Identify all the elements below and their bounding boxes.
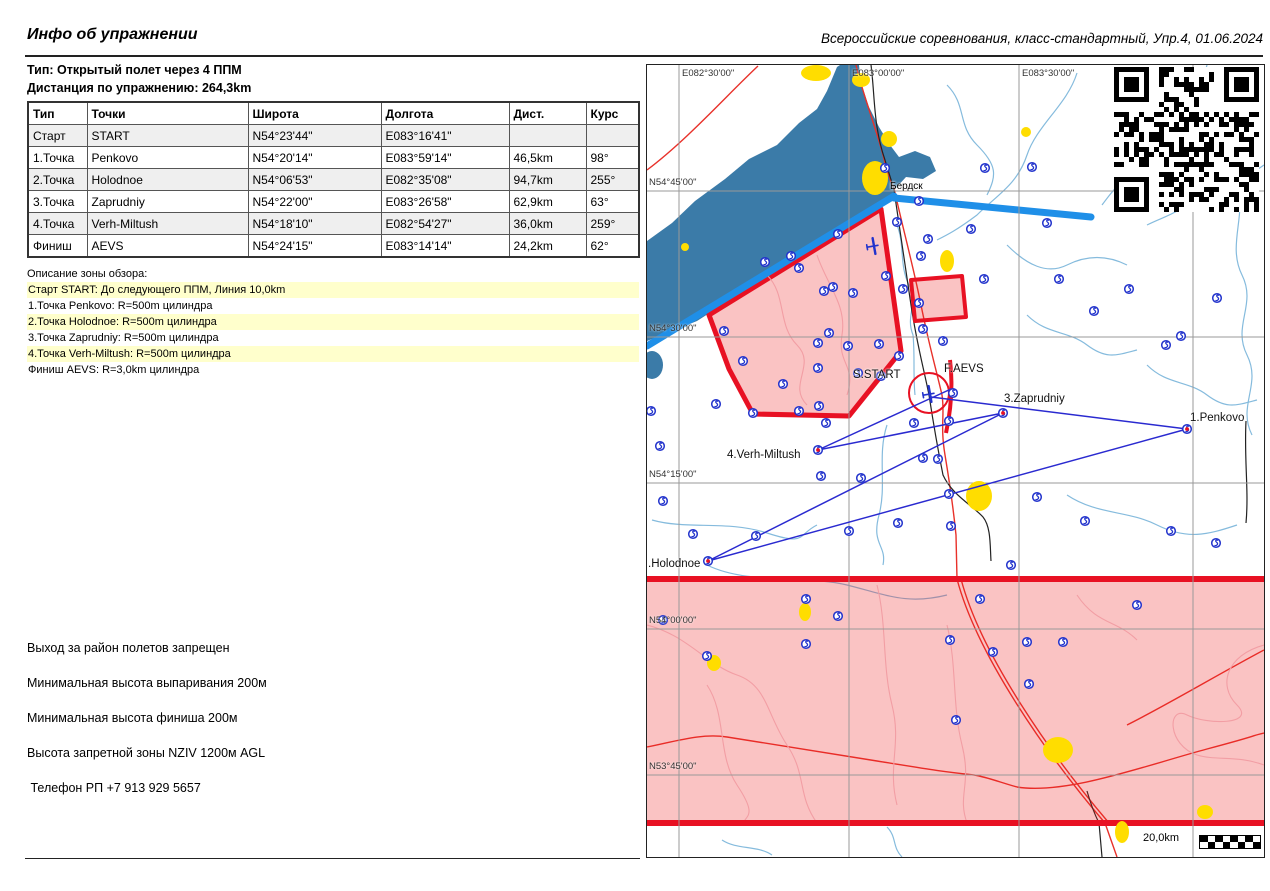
table-cell: E083°59'14" bbox=[381, 147, 509, 169]
grid-label-lon: E082°30'00" bbox=[682, 68, 735, 79]
waypoint-marker bbox=[834, 612, 843, 621]
table-cell: Zaprudniy bbox=[87, 191, 248, 213]
note-line: Минимальная высота выпаривания 200м bbox=[27, 676, 267, 690]
waypoint-marker bbox=[976, 595, 985, 604]
waypoint-marker bbox=[945, 417, 954, 426]
waypoint-marker bbox=[822, 419, 831, 428]
waypoint-marker bbox=[1025, 680, 1034, 689]
waypoint-marker bbox=[857, 474, 866, 483]
waypoint-marker bbox=[1081, 517, 1090, 526]
waypoint-marker bbox=[1177, 332, 1186, 341]
header-divider bbox=[25, 55, 1263, 57]
waypoint-marker bbox=[656, 442, 665, 451]
city-label: Бердск bbox=[890, 181, 923, 192]
waypoint-marker bbox=[749, 409, 758, 418]
observation-zones-title: Описание зоны обзора: bbox=[27, 268, 148, 280]
table-cell: 46,5km bbox=[509, 147, 586, 169]
waypoint-marker bbox=[761, 258, 770, 267]
waypoint-marker bbox=[829, 283, 838, 292]
town-area bbox=[881, 131, 897, 147]
footer-divider bbox=[25, 858, 640, 859]
table-cell: E082°35'08" bbox=[381, 169, 509, 191]
town-area bbox=[799, 603, 811, 621]
table-cell: Penkovo bbox=[87, 147, 248, 169]
table-cell: 3.Точка bbox=[28, 191, 87, 213]
observation-zones-block bbox=[27, 266, 639, 378]
scale-bar bbox=[1199, 835, 1261, 849]
table-cell: E083°14'14" bbox=[381, 235, 509, 258]
table-row bbox=[28, 191, 639, 213]
waypoint-marker bbox=[787, 252, 796, 261]
table-header: Дист. bbox=[509, 102, 586, 125]
waypoint-marker bbox=[817, 472, 826, 481]
table-cell: 62,9km bbox=[509, 191, 586, 213]
table-cell: AEVS bbox=[87, 235, 248, 258]
waypoint-marker bbox=[919, 325, 928, 334]
table-cell: E083°26'58" bbox=[381, 191, 509, 213]
waypoint-marker bbox=[980, 275, 989, 284]
table-cell: 63° bbox=[586, 191, 639, 213]
waypoint-marker bbox=[834, 230, 843, 239]
task-waypoint-marker bbox=[999, 409, 1008, 418]
grid-label-lon: E083°00'00" bbox=[852, 68, 905, 79]
table-cell: 1.Точка bbox=[28, 147, 87, 169]
header-subtitle: Всероссийские соревнования, класс-стандартный, Упр.4, 01.06.2024 bbox=[821, 31, 1263, 46]
table-header: Тип bbox=[28, 102, 87, 125]
town-area bbox=[1021, 127, 1031, 137]
waypoint-marker bbox=[659, 497, 668, 506]
table-cell: 36,0km bbox=[509, 213, 586, 235]
waypoint-marker bbox=[815, 402, 824, 411]
waypoint-marker bbox=[895, 352, 904, 361]
waypoint-marker bbox=[910, 419, 919, 428]
grid-label-lat: N53°45'00" bbox=[649, 761, 697, 772]
note-line: Высота запретной зоны NZIV 1200м AGL bbox=[27, 746, 266, 760]
waypoint-marker bbox=[1133, 601, 1142, 610]
waypoint-marker bbox=[989, 648, 998, 657]
waypoint-marker bbox=[1125, 285, 1134, 294]
waypoint-marker bbox=[795, 407, 804, 416]
table-row bbox=[28, 125, 639, 147]
table-cell: E082°54'27" bbox=[381, 213, 509, 235]
table-cell bbox=[586, 125, 639, 147]
observation-zone-line: 1.Точка Penkovo: R=500m цилиндра bbox=[28, 300, 213, 312]
waypoint-marker bbox=[752, 532, 761, 541]
waypoint-marker bbox=[802, 640, 811, 649]
waypoint-marker bbox=[1007, 561, 1016, 570]
observation-zone-line: 2.Точка Holodnoe: R=500m цилиндра bbox=[27, 314, 639, 330]
waypoint-marker bbox=[825, 329, 834, 338]
town-area bbox=[681, 243, 689, 251]
scale-label: 20,0km bbox=[1143, 832, 1180, 844]
town-area bbox=[1197, 805, 1213, 819]
table-cell: 255° bbox=[586, 169, 639, 191]
table-header: Точки bbox=[87, 102, 248, 125]
task-type-label: Тип: Открытый полет через 4 ППМ bbox=[27, 63, 242, 77]
waypoint-marker bbox=[720, 327, 729, 336]
notes-block bbox=[27, 641, 267, 816]
restricted-zones bbox=[647, 209, 1264, 823]
waypoint-marker bbox=[947, 522, 956, 531]
task-waypoint-marker bbox=[1183, 425, 1192, 434]
waypoint-marker bbox=[934, 455, 943, 464]
waypoint-marker bbox=[945, 490, 954, 499]
grid-label-lon: E083°30'00" bbox=[1022, 68, 1075, 79]
waypoint-marker bbox=[967, 225, 976, 234]
task-waypoint-marker bbox=[704, 557, 713, 566]
waypoint-label: S.START bbox=[853, 369, 901, 381]
town-area bbox=[1043, 737, 1073, 763]
waypoint-marker bbox=[795, 264, 804, 273]
note-line: Телефон РП +7 913 929 5657 bbox=[27, 781, 201, 795]
waypoint-marker bbox=[881, 164, 890, 173]
table-header: Широта bbox=[248, 102, 381, 125]
note-line: Выход за район полетов запрещен bbox=[27, 641, 230, 655]
waypoint-marker bbox=[952, 716, 961, 725]
task-map[interactable] bbox=[646, 64, 1265, 858]
town-area bbox=[1115, 821, 1129, 843]
grid-label-lat: N54°45'00" bbox=[649, 177, 697, 188]
table-cell: Verh-Miltush bbox=[87, 213, 248, 235]
observation-zone-line: 3.Точка Zaprudniy: R=500m цилиндра bbox=[28, 332, 219, 344]
table-cell: 94,7km bbox=[509, 169, 586, 191]
grid-label-lat: N54°30'00" bbox=[649, 323, 697, 334]
table-cell: N54°20'14" bbox=[248, 147, 381, 169]
table-row bbox=[28, 235, 639, 258]
waypoint-marker bbox=[1033, 493, 1042, 502]
waypoint-marker bbox=[894, 519, 903, 528]
waypoint-marker bbox=[712, 400, 721, 409]
waypoint-marker bbox=[802, 595, 811, 604]
waypoint-label: 1.Penkovo bbox=[1190, 412, 1245, 424]
table-row bbox=[28, 169, 639, 191]
waypoint-marker bbox=[899, 285, 908, 294]
table-cell: 62° bbox=[586, 235, 639, 258]
table-cell: 2.Точка bbox=[28, 169, 87, 191]
table-cell: E083°16'41" bbox=[381, 125, 509, 147]
waypoint-marker bbox=[1090, 307, 1099, 316]
waypoint-marker bbox=[814, 339, 823, 348]
waypoint-marker bbox=[875, 340, 884, 349]
waypoint-marker bbox=[1028, 163, 1037, 172]
waypoint-marker bbox=[779, 380, 788, 389]
waypoint-marker bbox=[946, 636, 955, 645]
waypoint-marker bbox=[1059, 638, 1068, 647]
page-title: Инфо об упражнении bbox=[27, 26, 198, 43]
waypoint-marker bbox=[893, 218, 902, 227]
waypoint-marker bbox=[924, 235, 933, 244]
table-cell: 259° bbox=[586, 213, 639, 235]
table-cell: 4.Точка bbox=[28, 213, 87, 235]
waypoint-marker bbox=[844, 342, 853, 351]
waypoint-label: .Holodnoe bbox=[648, 558, 701, 570]
waypoint-marker bbox=[1212, 539, 1221, 548]
waypoint-marker bbox=[915, 299, 924, 308]
grid-label-lat: N54°00'00" bbox=[649, 615, 697, 626]
waypoint-marker bbox=[1213, 294, 1222, 303]
table-cell: Финиш bbox=[28, 235, 87, 258]
waypoint-marker bbox=[939, 337, 948, 346]
table-cell: N54°23'44" bbox=[248, 125, 381, 147]
table-cell: N54°22'00" bbox=[248, 191, 381, 213]
waypoint-marker bbox=[647, 407, 655, 416]
glider-airfield-icon bbox=[922, 385, 936, 403]
waypoint-marker bbox=[703, 652, 712, 661]
qr-code bbox=[1114, 67, 1259, 212]
waypoints-table bbox=[27, 101, 640, 258]
table-cell bbox=[509, 125, 586, 147]
waypoint-marker bbox=[915, 197, 924, 206]
waypoint-marker bbox=[1167, 527, 1176, 536]
task-waypoint-marker bbox=[814, 446, 823, 455]
table-cell: Holodnoe bbox=[87, 169, 248, 191]
waypoint-marker bbox=[949, 389, 958, 398]
table-cell: N54°24'15" bbox=[248, 235, 381, 258]
town-area bbox=[801, 65, 831, 81]
table-row bbox=[28, 147, 639, 169]
table-cell: N54°18'10" bbox=[248, 213, 381, 235]
waypoint-label: F.AEVS bbox=[944, 363, 984, 375]
waypoint-marker bbox=[845, 527, 854, 536]
waypoint-marker bbox=[1162, 341, 1171, 350]
waypoint-marker bbox=[689, 530, 698, 539]
waypoint-marker bbox=[739, 357, 748, 366]
table-header: Курс bbox=[586, 102, 639, 125]
observation-zone-line: Старт START: До следующего ППМ, Линия 10,0km bbox=[27, 282, 639, 298]
waypoint-marker bbox=[919, 454, 928, 463]
waypoint-marker bbox=[820, 287, 829, 296]
waypoint-marker bbox=[1055, 275, 1064, 284]
waypoint-label: 4.Verh-Miltush bbox=[727, 449, 801, 461]
grid-label-lat: N54°15'00" bbox=[649, 469, 697, 480]
table-cell: Старт bbox=[28, 125, 87, 147]
town-area bbox=[940, 250, 954, 272]
table-row bbox=[28, 213, 639, 235]
waypoint-marker bbox=[849, 289, 858, 298]
waypoint-marker bbox=[882, 272, 891, 281]
waypoint-marker bbox=[814, 364, 823, 373]
table-cell: 24,2km bbox=[509, 235, 586, 258]
waypoint-marker bbox=[1023, 638, 1032, 647]
table-header: Долгота bbox=[381, 102, 509, 125]
waypoint-marker bbox=[1043, 219, 1052, 228]
town-area bbox=[966, 481, 992, 511]
observation-zone-line: 4.Точка Verh-Miltush: R=500m цилиндра bbox=[27, 346, 639, 362]
observation-zone-line: Финиш AEVS: R=3,0km цилиндра bbox=[28, 364, 200, 376]
table-cell: N54°06'53" bbox=[248, 169, 381, 191]
table-cell: START bbox=[87, 125, 248, 147]
waypoint-marker bbox=[917, 252, 926, 261]
note-line: Минимальная высота финиша 200м bbox=[27, 711, 238, 725]
waypoint-marker bbox=[981, 164, 990, 173]
task-distance-label: Дистанция по упражнению: 264,3km bbox=[27, 81, 252, 95]
table-cell: 98° bbox=[586, 147, 639, 169]
waypoint-label: 3.Zaprudniy bbox=[1004, 393, 1065, 405]
